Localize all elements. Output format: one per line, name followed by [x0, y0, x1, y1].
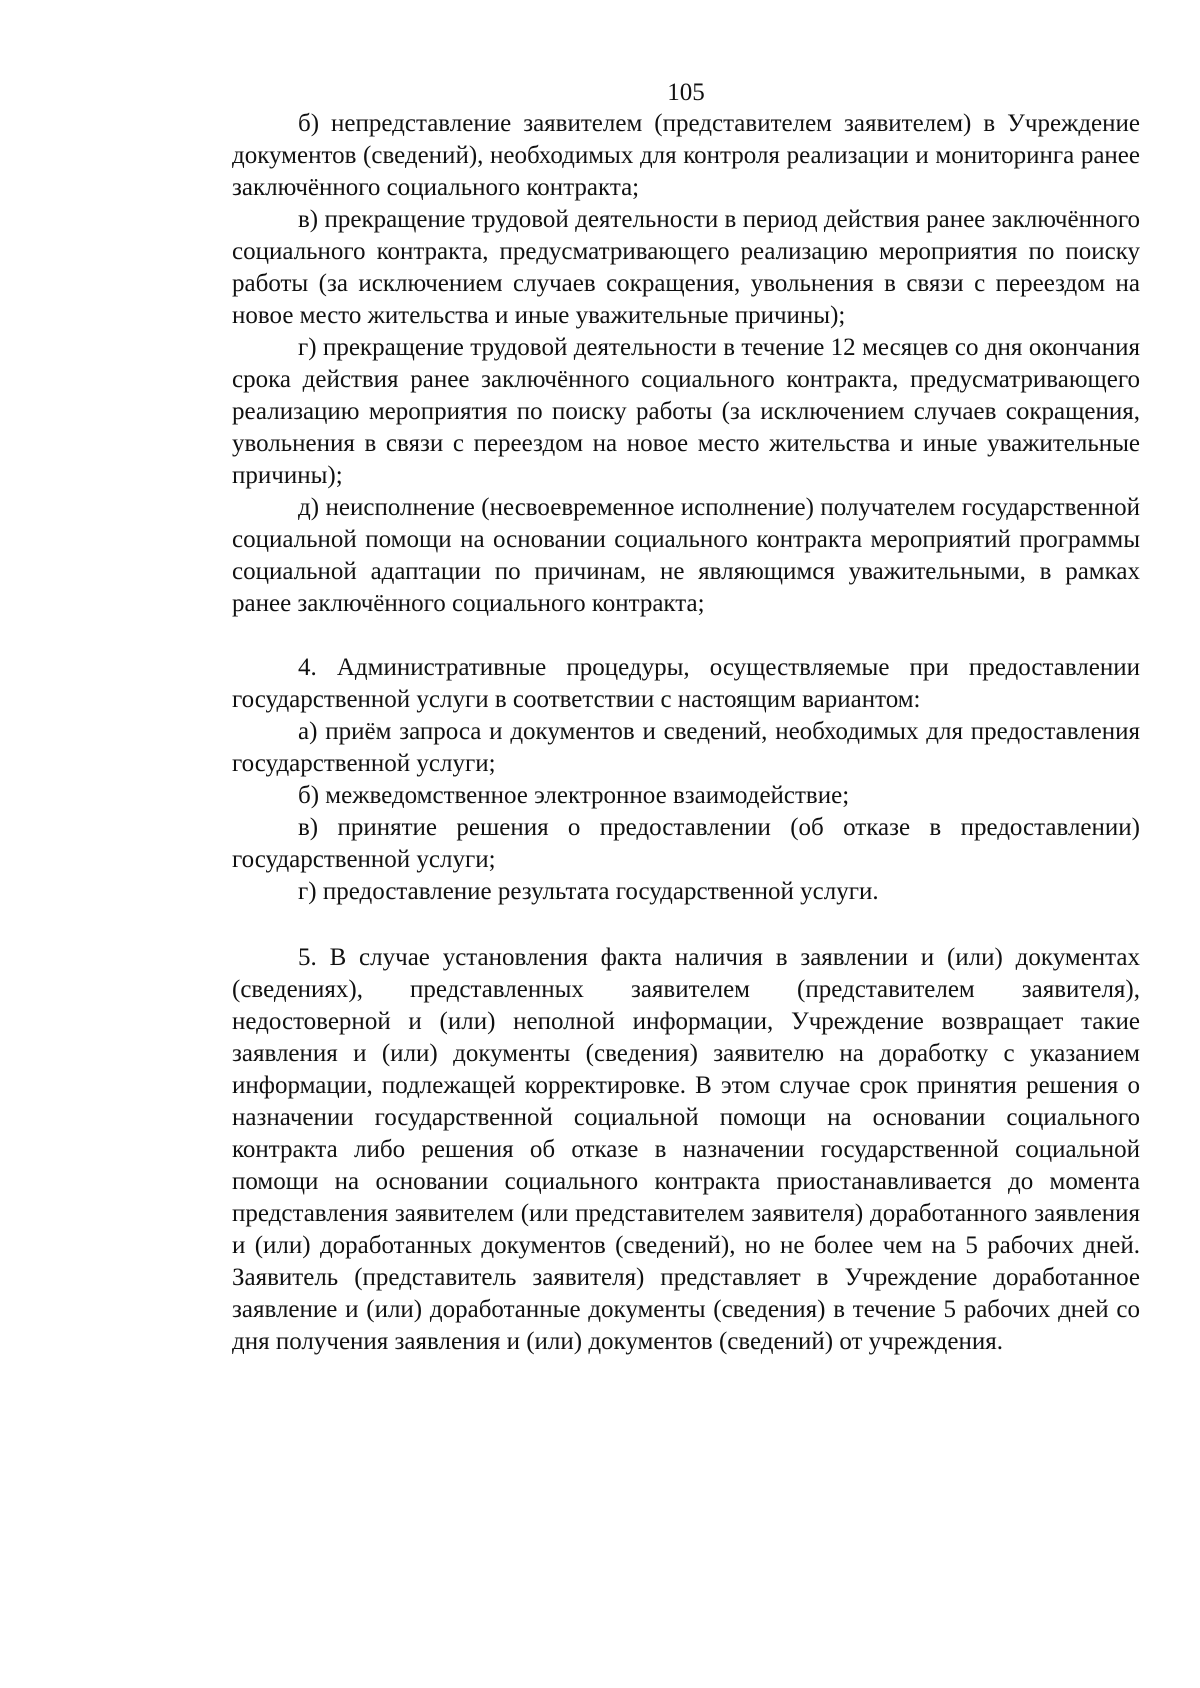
section-spacer — [232, 620, 1140, 652]
page-number: 105 — [667, 79, 705, 106]
paragraph-section-5-return-for-revision: 5. В случае установления факта наличия в заявлении и (или) документах (сведениях), представленных заявителем (представителем заявителя), недостоверной и (или) неполной информации, Учреждение возвращает такие заявления и (или) документы (сведения) заявителю на доработку с указанием информации, подлежащей корректировке. В этом случае срок принятия решения о назначении государственной социальной помощи на основании социального контракта либо решения об отказе в назначении государственной социальной помощи на основании социального контракта приостанавливается до момента представления заявителем (или представителем заявителя) доработанного заявления и (или) доработанных документов (сведений), но не более чем на 5 рабочих дней. Заявитель (представитель заявителя) представляет в Учреждение доработанное заявление и (или) доработанные документы (сведения) в течение 5 рабочих дней со дня получения заявления и (или) документов (сведений) от учреждения. — [232, 944, 1140, 1355]
paragraph-procedure-b: б) межведомственное электронное взаимодействие; — [298, 782, 850, 809]
document-page — [232, 78, 1140, 1358]
paragraph-procedure-v: в) принятие решения о предоставлении (об отказе в предоставлении) государственной услуги; — [232, 814, 1140, 873]
paragraph-item-g-work-termination-12-months: г) прекращение трудовой деятельности в течение 12 месяцев со дня окончания срока действия ранее заключённого социального контракта, предусматривающего реализацию мероприятия по поиску работы (за исключением случаев сокращения, увольнения в связи с переездом на новое место жительства и иные уважительные причины); — [232, 334, 1140, 489]
paragraph-procedure-a: а) приём запроса и документов и сведений, необходимых для предоставления государственной услуги; — [232, 718, 1140, 777]
paragraph-item-d-nonfulfillment: д) неисполнение (несвоевременное исполнение) получателем государственной социальной помощи на основании социального контракта мероприятий программы социальной адаптации по причинам, не являющимся уважительными, в рамках ранее заключённого социального контракта; — [232, 494, 1140, 617]
section-spacer — [232, 908, 1140, 942]
paragraph-item-b-nonsubmission: б) непредставление заявителем (представителем заявителем) в Учреждение документов (сведений), необходимых для контроля реализации и мониторинга ранее заключённого социального контракта; — [232, 110, 1140, 201]
paragraph-procedure-g: г) предоставление результата государственной услуги. — [298, 878, 879, 905]
paragraph-item-v-work-termination: в) прекращение трудовой деятельности в период действия ранее заключённого социального контракта, предусматривающего реализацию мероприятия по поиску работы (за исключением случаев сокращения, увольнения в связи с переездом на новое место жительства и иные уважительные причины); — [232, 206, 1140, 329]
paragraph-section-4-procedures: 4. Административные процедуры, осуществляемые при предоставлении государственной услуги в соответствии с настоящим вариантом: — [232, 654, 1140, 713]
